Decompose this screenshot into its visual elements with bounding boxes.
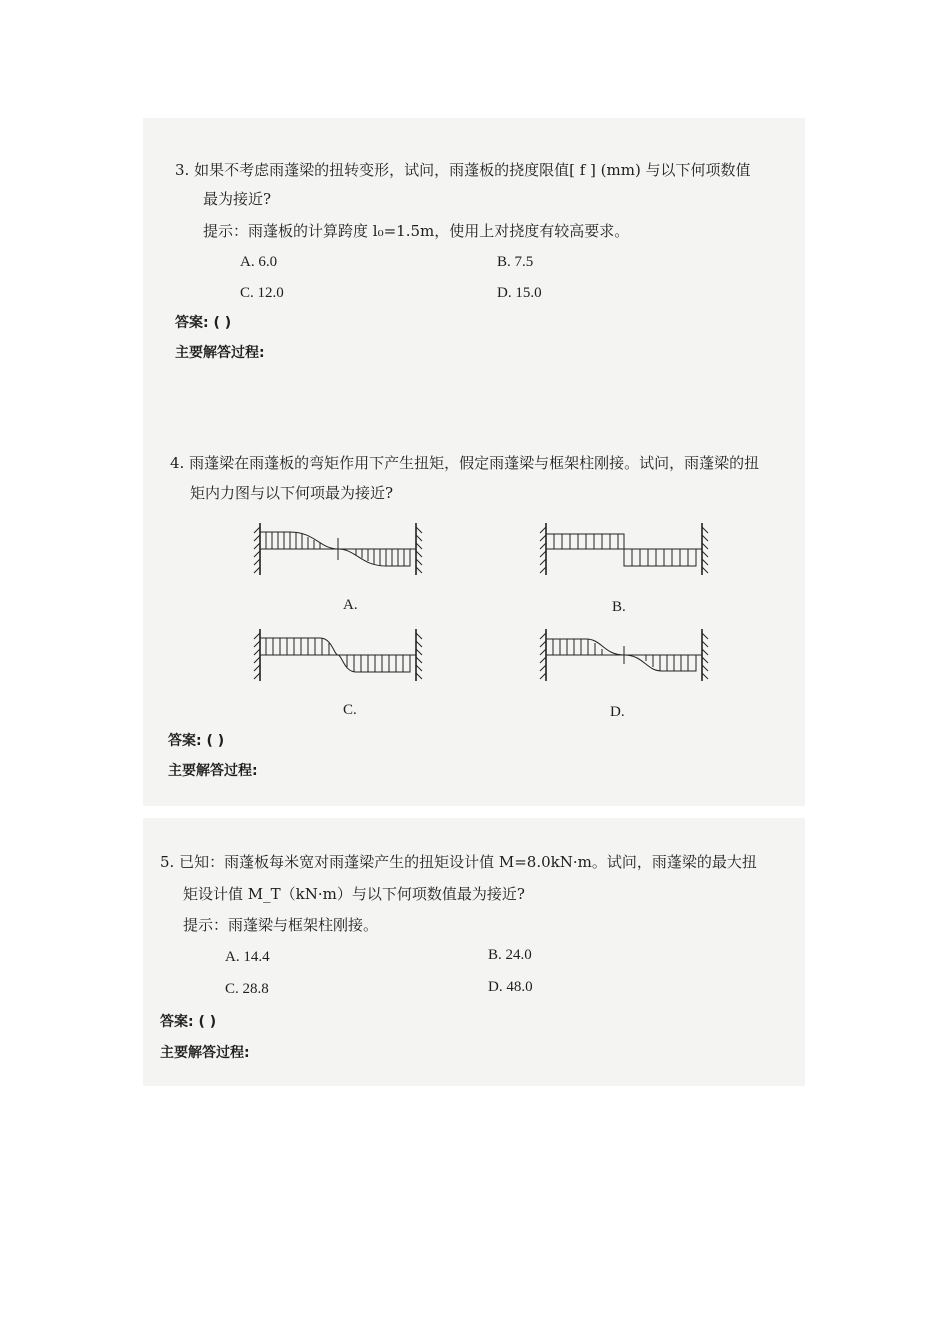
q3-option-b: B. 7.5: [497, 254, 534, 270]
torque-diagram-a: [250, 520, 430, 580]
q4-stem-line2: 矩内力图与以下何项最为接近?: [190, 484, 394, 502]
diagram-label-d: D.: [610, 704, 625, 720]
diagram-label-a: A.: [343, 597, 358, 613]
q4-answer: 答案: ( ): [168, 733, 225, 749]
q5-stem-line1: 5. 已知：雨蓬板每米宽对雨蓬梁产生的扭矩设计值 M=8.0kN·m。试问，雨蓬梁的最大扭: [160, 853, 757, 871]
q3-stem-line1: 3. 如果不考虑雨蓬梁的扭转变形，试问，雨蓬板的挠度限值[ f ] (mm) 与以下何项数值: [175, 161, 751, 179]
q5-option-a: A. 14.4: [225, 949, 270, 965]
q5-option-b: B. 24.0: [488, 947, 532, 963]
diagram-label-b: B.: [612, 599, 626, 615]
q3-stem-line2: 最为接近?: [203, 190, 272, 208]
torque-diagram-d: [536, 626, 716, 686]
q3-answer: 答案: ( ): [175, 315, 232, 331]
q5-process: 主要解答过程:: [160, 1045, 250, 1061]
diagram-label-c: C.: [343, 702, 357, 718]
q4-process: 主要解答过程:: [168, 763, 258, 779]
torque-diagram-b: [536, 520, 716, 580]
q3-option-c: C. 12.0: [240, 285, 284, 301]
q5-option-c: C. 28.8: [225, 981, 269, 997]
q5-option-d: D. 48.0: [488, 979, 533, 995]
q3-option-a: A. 6.0: [240, 254, 278, 270]
q5-answer: 答案: ( ): [160, 1014, 217, 1030]
q4-stem-line1: 4. 雨蓬梁在雨蓬板的弯矩作用下产生扭矩，假定雨蓬梁与框架柱刚接。试问，雨蓬梁的扭: [170, 454, 760, 472]
q5-stem-line2: 矩设计值 M_T（kN·m）与以下何项数值最为接近?: [183, 885, 525, 903]
torque-diagram-c: [250, 626, 430, 686]
q5-hint: 提示：雨蓬梁与框架柱刚接。: [183, 916, 379, 934]
q3-option-d: D. 15.0: [497, 285, 542, 301]
q3-process: 主要解答过程:: [175, 345, 265, 361]
q3-hint: 提示：雨蓬板的计算跨度 l₀=1.5m，使用上对挠度有较高要求。: [203, 222, 630, 240]
